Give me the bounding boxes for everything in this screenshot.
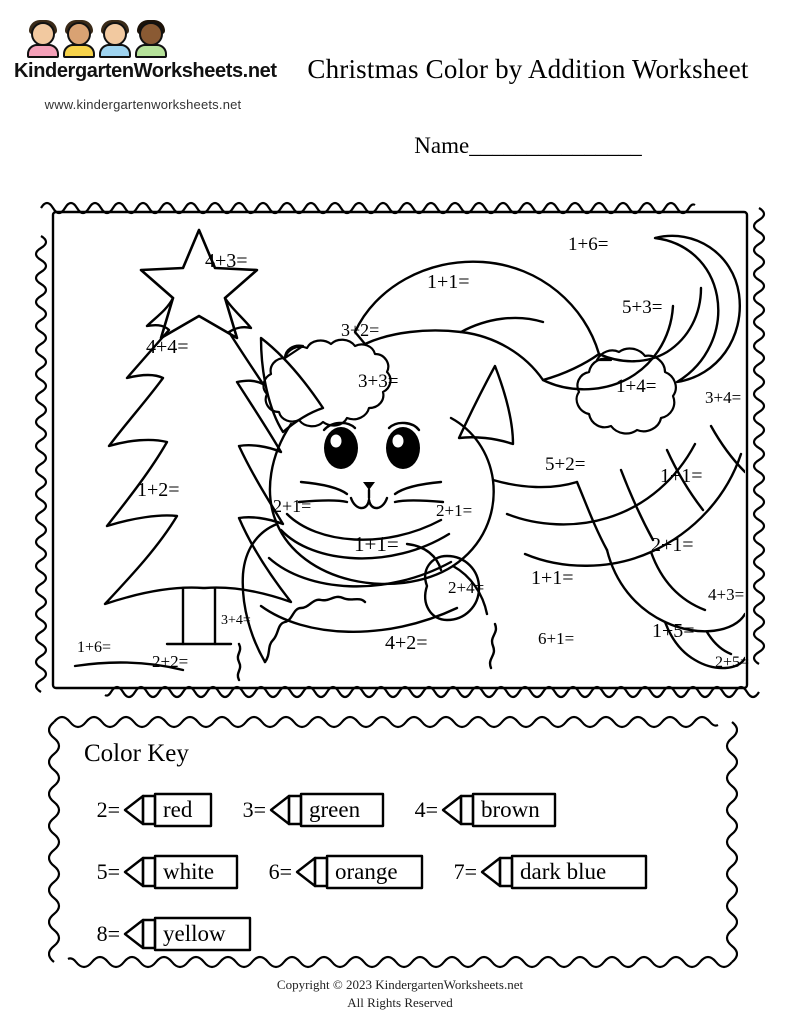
color-key-item: [90, 790, 214, 830]
color-key-row: [90, 852, 671, 892]
color-key-number: 7=: [453, 859, 477, 884]
equation-label: 3+4=: [221, 613, 251, 628]
color-key-number: 2=: [96, 797, 120, 822]
color-key-color-name: green: [309, 797, 361, 822]
color-key-color-name: dark blue: [520, 859, 607, 884]
crayon-icon: [269, 790, 386, 830]
color-key-row: [90, 914, 275, 954]
color-key-item: [236, 790, 386, 830]
equation-label: 2+5=: [715, 654, 750, 671]
equation-label: 1+1=: [531, 567, 574, 589]
equation-label: 5+2=: [545, 454, 586, 475]
crayon-icon: [123, 914, 253, 954]
equation-label: 3+3=: [358, 371, 399, 392]
crayon-icon: [123, 852, 240, 892]
equation-label: 1+5=: [652, 620, 695, 642]
equation-label: 4+2=: [385, 632, 428, 654]
page-header: [0, 0, 800, 158]
equation-label: 1+1=: [427, 271, 470, 293]
equation-label: 2+1=: [651, 534, 694, 556]
crayon-icon: [123, 790, 214, 830]
site-logo-text: KindergartenWorksheets.net: [14, 60, 277, 82]
color-key-title: Color Key: [84, 740, 189, 767]
equation-label: 6+1=: [538, 629, 575, 648]
equation-label: 1+6=: [568, 234, 609, 255]
equation-labels: [55, 214, 750, 686]
equation-label: 4+3=: [708, 585, 745, 604]
equation-label: 2+4=: [448, 578, 485, 597]
color-key-item: [90, 852, 240, 892]
equation-label: 5+3=: [622, 297, 663, 318]
equation-label: 2+1=: [436, 501, 473, 520]
color-key-color-name: red: [163, 797, 193, 822]
page-footer: [0, 976, 800, 1011]
color-key-color-name: white: [163, 859, 215, 884]
color-key-item: [447, 852, 649, 892]
site-logo[interactable]: [14, 22, 277, 112]
equation-label: 1+6=: [77, 639, 112, 656]
crayon-icon: [480, 852, 649, 892]
color-key-number: 3=: [242, 797, 266, 822]
copyright-text: Copyright © 2023 KindergartenWorksheets.net: [276, 977, 524, 992]
equation-label: 1+4=: [616, 376, 657, 397]
site-url: www.kindergartenworksheets.net: [44, 97, 242, 112]
equation-label: 1+1=: [660, 465, 703, 487]
color-key-item: [90, 914, 253, 954]
equation-label: 4+4=: [146, 336, 189, 358]
equation-label: 1+1=: [354, 532, 399, 556]
kids-illustration-icon: [24, 22, 234, 58]
equation-label: 2+1=: [273, 496, 312, 516]
equation-label: 1+2=: [137, 479, 180, 501]
crayon-icon: [295, 852, 425, 892]
color-key-number: 6=: [268, 859, 292, 884]
coloring-picture: [33, 196, 767, 704]
crayon-icon: [441, 790, 558, 830]
color-key-panel: [48, 712, 738, 972]
equation-label: 3+4=: [705, 388, 742, 407]
color-key-color-name: orange: [335, 859, 398, 884]
color-key-item: [408, 790, 558, 830]
color-key-number: 8=: [96, 921, 120, 946]
color-key-row: [90, 790, 580, 830]
color-key-color-name: yellow: [163, 921, 226, 946]
color-key-number: 5=: [96, 859, 120, 884]
color-key-item: [262, 852, 425, 892]
color-key-number: 4=: [414, 797, 438, 822]
equation-label: 4+3=: [205, 250, 248, 272]
equation-label: 2+2=: [152, 652, 189, 671]
name-field-label: Name_______________: [414, 133, 642, 158]
page-title: Christmas Color by Addition Worksheet: [307, 54, 749, 84]
rights-text: All Rights Reserved: [347, 994, 453, 1010]
color-key-color-name: brown: [481, 797, 540, 822]
equation-label: 3+2=: [341, 320, 380, 340]
